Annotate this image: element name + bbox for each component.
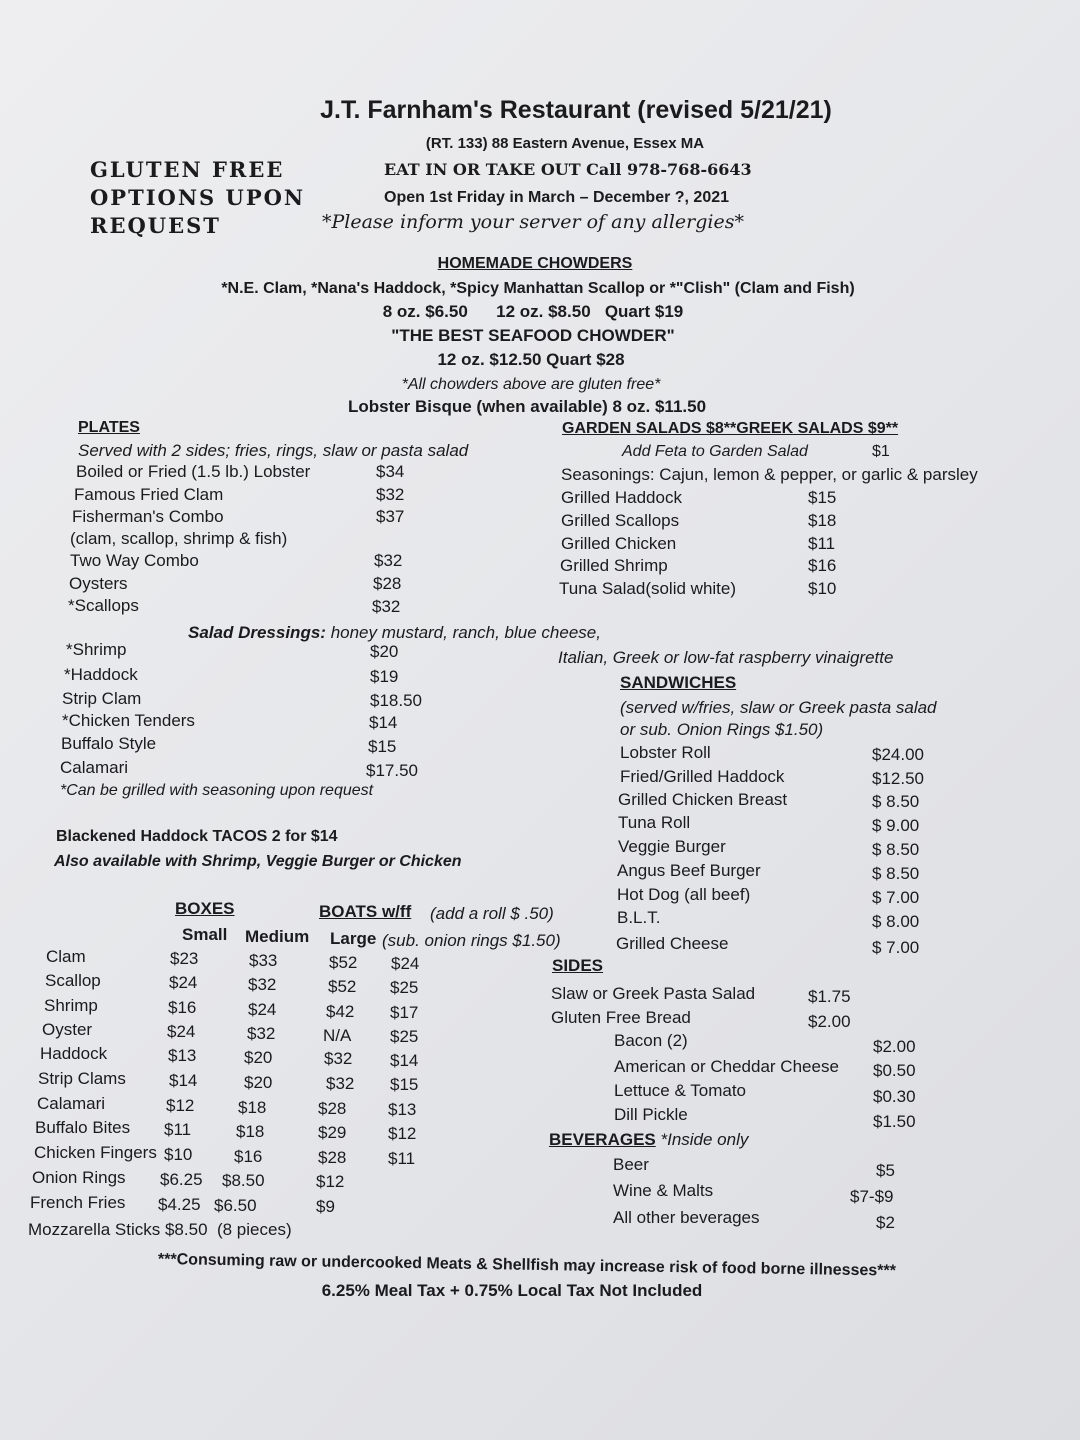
large-note: (sub. onion rings $1.50) [382,931,561,950]
side-price: $0.30 [873,1087,916,1106]
box-small-price: $10 [164,1145,193,1164]
plate-name: Boiled or Fried (1.5 lb.) Lobster [76,462,311,481]
col-large: Large [330,929,377,948]
plate-price: $15 [368,737,397,756]
gluten-free-line-3: REQUEST [90,213,221,238]
plates-heading: PLATES [78,419,140,436]
salad-item-price: $11 [808,534,836,553]
boat-price: $25 [390,1027,419,1046]
sandwich-price: $ 8.50 [872,840,920,859]
box-row-name: Onion Rings [32,1168,126,1187]
box-medium-price: $24 [248,1000,277,1019]
box-medium-price: $8.50 [222,1171,265,1190]
boats-note: (add a roll $ .50) [430,904,554,923]
col-medium: Medium [245,927,310,946]
plate-price: $32 [376,485,405,504]
mozzarella-sticks: Mozzarella Sticks $8.50 (8 pieces) [28,1220,292,1239]
box-large-price: $9 [316,1197,335,1216]
side-name: Gluten Free Bread [551,1008,691,1027]
plate-name: Two Way Combo [70,551,199,570]
plate-name: Calamari [60,758,129,777]
beverages-heading: BEVERAGES [549,1130,656,1149]
boat-price: $15 [390,1075,419,1094]
allergy-note: *Please inform your server of any allergies* [322,211,744,233]
box-row-name: Chicken Fingers [34,1143,157,1162]
box-small-price: $11 [164,1120,192,1139]
sandwich-name: Grilled Cheese [616,934,729,953]
lobster-bisque: Lobster Bisque (when available) 8 oz. $11.50 [347,397,707,416]
plate-name: *Haddock [64,665,138,684]
beverages-note: *Inside only [660,1130,749,1149]
box-row-name: French Fries [30,1193,126,1212]
box-small-price: $24 [167,1022,196,1041]
tax-note: 6.25% Meal Tax + 0.75% Local Tax Not Included [321,1281,703,1300]
sandwich-name: Tuna Roll [618,813,691,832]
chowder-sizes: 8 oz. $6.50 12 oz. $8.50 Quart $19 [382,302,684,321]
beverage-name: Wine & Malts [613,1181,714,1200]
gluten-free-line-2: OPTIONS UPON [90,185,306,210]
beverage-name: All other beverages [613,1208,760,1227]
plate-price: $19 [370,667,399,686]
best-chowder-prices: 12 oz. $12.50 Quart $28 [437,350,625,369]
plate-price: $28 [373,574,402,593]
salad-dressings [188,623,601,643]
box-large-price: $52 [329,953,358,972]
sandwich-name: Lobster Roll [620,743,711,762]
salad-dressings-line-2: Italian, Greek or low-fat raspberry vinaigrette [558,648,894,667]
sandwich-price: $ 9.00 [872,816,920,835]
box-medium-price: $16 [234,1147,263,1166]
side-name: American or Cheddar Cheese [614,1057,839,1076]
box-large-price: N/A [323,1026,352,1045]
chowders-heading: HOMEMADE CHOWDERS [437,255,633,272]
beverage-price: $5 [876,1161,895,1180]
boat-price: $24 [391,954,420,973]
plate-name: Oysters [69,574,128,593]
plate-name: Strip Clam [62,689,142,708]
grill-note: *Can be grilled with seasoning upon request [60,782,374,799]
chowder-types: *N.E. Clam, *Nana's Haddock, *Spicy Manhattan Scallop or *"Clish" (Clam and Fish) [221,280,855,297]
salad-item-price: $16 [808,556,837,575]
sandwich-price: $ 7.00 [872,938,920,957]
plate-price: $34 [376,462,405,481]
side-price: $1.50 [873,1112,916,1131]
boat-price: $13 [388,1100,417,1119]
gluten-free-line-1: GLUTEN FREE [90,157,285,182]
box-small-price: $12 [166,1096,195,1115]
box-medium-price: $33 [249,951,278,970]
box-large-price: $29 [318,1123,347,1142]
box-small-price: $14 [169,1071,198,1090]
tacos-line-2: Also available with Shrimp, Veggie Burger or Chicken [54,853,462,870]
plate-name: *Scallops [68,596,139,615]
box-row-name: Haddock [40,1044,108,1063]
salad-item-name: Grilled Chicken [561,534,677,553]
salad-item-name: Tuna Salad(solid white) [559,579,737,598]
sandwiches-note-1: (served w/fries, slaw or Greek pasta salad [620,698,937,717]
box-row-name: Strip Clams [38,1069,126,1088]
boat-price: $14 [390,1051,419,1070]
box-medium-price: $18 [238,1098,267,1117]
salad-item-name: Grilled Shrimp [560,556,668,575]
box-row-name: Calamari [37,1094,106,1113]
box-large-price: $32 [324,1049,353,1068]
sandwiches-note-2: or sub. Onion Rings $1.50) [620,720,824,739]
feta-price: $1 [872,443,890,460]
boats-heading: BOATS w/ff [319,902,412,921]
plate-price: $32 [374,551,403,570]
hours: Open 1st Friday in March – December ?, 2021 [384,189,730,206]
box-small-price: $16 [168,998,197,1017]
box-large-price: $28 [318,1099,347,1118]
sandwiches-heading: SANDWICHES [620,673,737,692]
box-row-name: Buffalo Bites [35,1118,131,1137]
tacos-line-1: Blackened Haddock TACOS 2 for $14 [56,828,338,845]
box-small-price: $23 [170,949,199,968]
box-large-price: $52 [328,977,357,996]
salad-dressings-line-1: honey mustard, ranch, blue cheese, [330,623,601,642]
box-medium-price: $20 [244,1073,273,1092]
box-small-price: $4.25 [158,1195,201,1214]
side-price: $0.50 [873,1061,916,1080]
box-row-name: Clam [46,947,86,966]
beverage-name: Beer [613,1155,649,1174]
plate-price: $32 [372,597,401,616]
side-name: Lettuce & Tomato [614,1081,746,1100]
box-row-name: Scallop [45,971,101,990]
box-medium-price: $32 [247,1024,276,1043]
plate-price: $17.50 [366,761,418,780]
plate-name: Buffalo Style [61,734,157,753]
menu-title: J.T. Farnham's Restaurant (revised 5/21/21) [320,96,832,124]
beverage-price: $2 [876,1213,895,1232]
box-medium-price: $6.50 [214,1196,257,1215]
side-price: $1.75 [808,987,851,1006]
chowder-gf-note: *All chowders above are gluten free* [401,376,661,393]
box-small-price: $6.25 [160,1170,203,1189]
sandwich-price: $ 8.50 [872,792,920,811]
sandwich-price: $12.50 [872,769,924,788]
salad-item-name: Grilled Haddock [561,488,682,507]
best-chowder: "THE BEST SEAFOOD CHOWDER" [391,326,675,345]
plate-price: $18.50 [370,691,422,710]
plate-name: Fisherman's Combo [72,507,224,526]
boat-price: $11 [388,1149,416,1168]
plate-price: $20 [370,642,399,661]
salad-item-price: $10 [808,579,837,598]
sandwich-price: $ 8.50 [872,864,920,883]
plate-price: $37 [376,507,405,526]
side-name: Bacon (2) [614,1031,688,1050]
boxes-heading: BOXES [175,899,235,918]
plate-price: $14 [369,713,398,732]
salad-dressings-label: Salad Dressings: [188,623,326,642]
phone-line: EAT IN OR TAKE OUT Call 978-768-6643 [384,160,752,179]
box-large-price: $12 [316,1172,345,1191]
side-name: Dill Pickle [614,1105,688,1124]
col-small: Small [182,925,228,944]
salad-item-name: Grilled Scallops [561,511,680,530]
address: (RT. 133) 88 Eastern Avenue, Essex MA [425,135,705,152]
sandwich-name: Veggie Burger [618,837,726,856]
plate-name: *Shrimp [66,640,127,659]
sandwich-name: Hot Dog (all beef) [617,885,751,904]
boat-price: $17 [390,1003,419,1022]
beverage-price: $7-$9 [850,1187,894,1206]
sandwich-name: Grilled Chicken Breast [618,790,788,809]
sandwich-name: B.L.T. [617,908,661,927]
boat-price: $12 [388,1124,417,1143]
feta-note: Add Feta to Garden Salad [622,443,808,460]
box-large-price: $28 [318,1148,347,1167]
sandwich-price: $ 7.00 [872,888,920,907]
box-large-price: $42 [326,1002,355,1021]
box-row-name: Shrimp [44,996,98,1015]
sides-heading: SIDES [552,956,604,975]
box-row-name: Oyster [42,1020,93,1039]
salad-item-price: $15 [808,488,837,507]
sandwich-name: Fried/Grilled Haddock [620,767,785,786]
seasonings: Seasonings: Cajun, lemon & pepper, or garlic & parsley [561,465,978,484]
box-medium-price: $18 [236,1122,265,1141]
plate-name: *Chicken Tenders [62,711,195,730]
box-large-price: $32 [326,1074,355,1093]
box-small-price: $24 [169,973,198,992]
salads-heading: GARDEN SALADS $8**GREEK SALADS $9** [562,420,899,437]
salad-item-price: $18 [808,511,837,530]
sandwich-name: Angus Beef Burger [617,861,761,880]
sandwich-price: $ 8.00 [872,912,920,931]
plate-name: Famous Fried Clam [74,485,224,504]
box-medium-price: $20 [244,1048,273,1067]
sandwich-price: $24.00 [872,745,924,764]
box-medium-price: $32 [248,975,277,994]
plates-subhead: Served with 2 sides; fries, rings, slaw or pasta salad [78,441,469,460]
box-small-price: $13 [168,1046,197,1065]
side-price: $2.00 [808,1012,851,1031]
plate-name: (clam, scallop, shrimp & fish) [70,529,288,548]
beverages-header [549,1130,748,1150]
boat-price: $25 [390,978,419,997]
side-price: $2.00 [873,1037,916,1056]
side-name: Slaw or Greek Pasta Salad [551,984,756,1003]
raw-food-warning: ***Consuming raw or undercooked Meats & Shellfish may increase risk of food borne illnesses*** [157,1251,897,1280]
